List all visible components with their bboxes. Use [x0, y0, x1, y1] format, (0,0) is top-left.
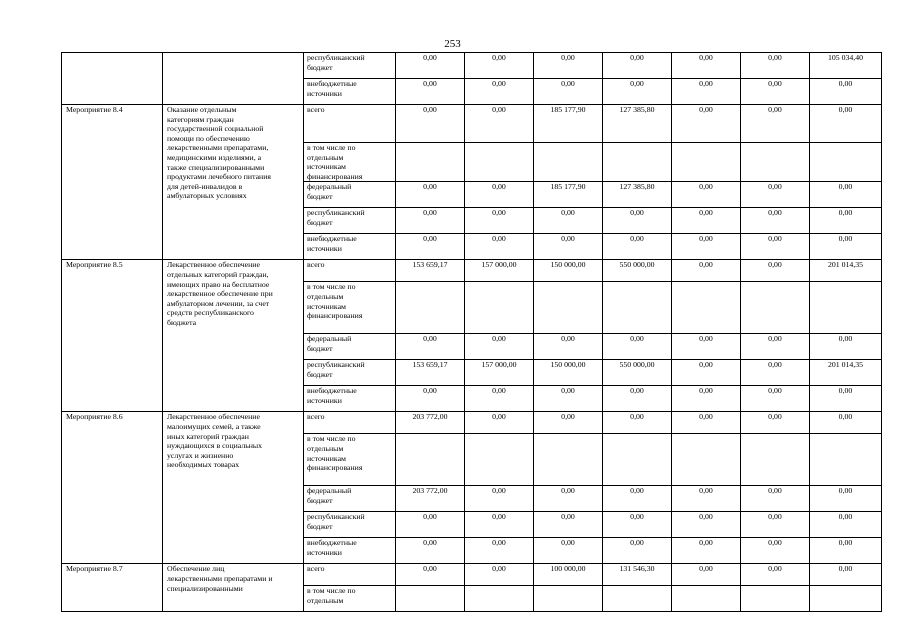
amount-cell: 0,00 [672, 234, 741, 260]
funding-source-cell: в том числе по отдельным источникам финансирования [304, 143, 396, 182]
amount-cell [741, 143, 810, 182]
amount-cell: 0,00 [672, 564, 741, 586]
amount-cell [534, 143, 603, 182]
measure-name-cell: Мероприятие 8.7 [62, 564, 163, 612]
amount-cell: 0,00 [465, 79, 534, 105]
amount-cell: 0,00 [396, 564, 465, 586]
amount-cell: 0,00 [534, 234, 603, 260]
amount-cell: 0,00 [810, 334, 882, 360]
amount-cell: 0,00 [603, 538, 672, 564]
amount-cell: 153 659,17 [396, 260, 465, 282]
amount-cell: 0,00 [741, 334, 810, 360]
amount-cell [672, 143, 741, 182]
amount-cell [534, 586, 603, 612]
funding-source-cell: внебюджетные источники [304, 234, 396, 260]
amount-cell: 0,00 [465, 412, 534, 434]
amount-cell [603, 434, 672, 486]
measure-description-cell [163, 53, 304, 105]
amount-cell [396, 586, 465, 612]
amount-cell [603, 586, 672, 612]
amount-cell: 0,00 [810, 208, 882, 234]
funding-source-cell: внебюджетные источники [304, 79, 396, 105]
funding-source-cell: республиканский бюджет [304, 53, 396, 79]
amount-cell: 0,00 [810, 386, 882, 412]
amount-cell: 0,00 [465, 208, 534, 234]
amount-cell: 185 177,90 [534, 105, 603, 143]
amount-cell [810, 143, 882, 182]
amount-cell: 0,00 [810, 105, 882, 143]
amount-cell: 0,00 [465, 538, 534, 564]
amount-cell: 0,00 [810, 564, 882, 586]
amount-cell: 203 772,00 [396, 486, 465, 512]
amount-cell: 0,00 [672, 334, 741, 360]
amount-cell: 0,00 [534, 538, 603, 564]
funding-source-cell: федеральный бюджет [304, 334, 396, 360]
amount-cell: 0,00 [741, 564, 810, 586]
amount-cell: 550 000,00 [603, 260, 672, 282]
amount-cell: 0,00 [396, 334, 465, 360]
amount-cell: 0,00 [534, 412, 603, 434]
amount-cell: 150 000,00 [534, 260, 603, 282]
amount-cell: 0,00 [741, 412, 810, 434]
amount-cell: 0,00 [672, 260, 741, 282]
funding-source-cell: внебюджетные источники [304, 538, 396, 564]
amount-cell: 0,00 [810, 412, 882, 434]
funding-source-cell: в том числе по отдельным источникам финансирования [304, 282, 396, 334]
amount-cell: 0,00 [672, 538, 741, 564]
amount-cell: 203 772,00 [396, 412, 465, 434]
amount-cell [603, 143, 672, 182]
amount-cell [672, 282, 741, 334]
page-number: 253 [444, 38, 461, 50]
amount-cell: 150 000,00 [534, 360, 603, 386]
table-row [62, 53, 882, 79]
funding-source-cell: всего [304, 412, 396, 434]
amount-cell: 0,00 [396, 182, 465, 208]
amount-cell: 0,00 [603, 53, 672, 79]
measure-name-cell: Мероприятие 8.4 [62, 105, 163, 260]
amount-cell [810, 434, 882, 486]
amount-cell: 0,00 [534, 79, 603, 105]
amount-cell [603, 282, 672, 334]
amount-cell: 0,00 [534, 386, 603, 412]
amount-cell [534, 434, 603, 486]
amount-cell: 0,00 [672, 79, 741, 105]
amount-cell: 0,00 [672, 208, 741, 234]
amount-cell [810, 586, 882, 612]
amount-cell: 0,00 [396, 512, 465, 538]
amount-cell: 0,00 [396, 79, 465, 105]
amount-cell: 201 014,35 [810, 260, 882, 282]
amount-cell: 0,00 [810, 79, 882, 105]
funding-source-cell: всего [304, 564, 396, 586]
amount-cell: 0,00 [396, 538, 465, 564]
amount-cell: 0,00 [741, 208, 810, 234]
amount-cell: 0,00 [672, 512, 741, 538]
funding-source-cell: внебюджетные источники [304, 386, 396, 412]
amount-cell: 0,00 [465, 486, 534, 512]
amount-cell: 550 000,00 [603, 360, 672, 386]
measure-description-cell: Лекарственное обеспечение отдельных категорий граждан, имеющих право на бесплатное лекарственное обеспечение при амбулаторном лечении, за счет средств республиканского бюджета [163, 260, 304, 412]
amount-cell [465, 434, 534, 486]
amount-cell: 0,00 [672, 53, 741, 79]
amount-cell: 100 000,00 [534, 564, 603, 586]
amount-cell: 0,00 [396, 234, 465, 260]
amount-cell: 0,00 [741, 512, 810, 538]
amount-cell: 131 546,30 [603, 564, 672, 586]
amount-cell: 0,00 [534, 486, 603, 512]
funding-source-cell: федеральный бюджет [304, 182, 396, 208]
amount-cell: 0,00 [465, 234, 534, 260]
amount-cell: 0,00 [672, 360, 741, 386]
amount-cell: 127 385,80 [603, 182, 672, 208]
amount-cell [465, 282, 534, 334]
amount-cell: 127 385,80 [603, 105, 672, 143]
amount-cell [396, 282, 465, 334]
measure-name-cell: Мероприятие 8.6 [62, 412, 163, 564]
amount-cell: 0,00 [741, 538, 810, 564]
amount-cell: 0,00 [810, 486, 882, 512]
amount-cell: 185 177,90 [534, 182, 603, 208]
amount-cell: 0,00 [672, 386, 741, 412]
amount-cell: 0,00 [534, 208, 603, 234]
amount-cell: 0,00 [741, 486, 810, 512]
measure-description-cell: Обеспечение лиц лекарственными препаратами и специализированными [163, 564, 304, 612]
funding-source-cell: федеральный бюджет [304, 486, 396, 512]
amount-cell: 0,00 [534, 53, 603, 79]
amount-cell: 157 000,00 [465, 260, 534, 282]
amount-cell: 0,00 [741, 234, 810, 260]
amount-cell: 0,00 [741, 105, 810, 143]
amount-cell: 0,00 [534, 512, 603, 538]
amount-cell [396, 434, 465, 486]
amount-cell: 0,00 [741, 360, 810, 386]
amount-cell [672, 434, 741, 486]
amount-cell [465, 143, 534, 182]
amount-cell: 0,00 [603, 512, 672, 538]
funding-source-cell: всего [304, 260, 396, 282]
funding-source-cell: республиканский бюджет [304, 360, 396, 386]
amount-cell: 0,00 [672, 182, 741, 208]
amount-cell: 0,00 [672, 105, 741, 143]
amount-cell: 0,00 [465, 53, 534, 79]
budget-table-body [62, 53, 882, 612]
table-row [62, 260, 882, 282]
amount-cell: 0,00 [603, 79, 672, 105]
amount-cell: 0,00 [603, 334, 672, 360]
amount-cell: 0,00 [603, 412, 672, 434]
funding-source-cell: всего [304, 105, 396, 143]
amount-cell: 0,00 [810, 182, 882, 208]
amount-cell: 0,00 [465, 564, 534, 586]
amount-cell: 0,00 [396, 105, 465, 143]
amount-cell [741, 282, 810, 334]
amount-cell: 0,00 [603, 386, 672, 412]
measure-description-cell: Лекарственное обеспечение малоимущих семей, а также иных категорий граждан нуждающихся в социальных услугах и жизненно необходимых товарах [163, 412, 304, 564]
amount-cell [465, 586, 534, 612]
amount-cell: 0,00 [741, 260, 810, 282]
amount-cell [741, 586, 810, 612]
amount-cell: 157 000,00 [465, 360, 534, 386]
amount-cell: 153 659,17 [396, 360, 465, 386]
amount-cell [534, 282, 603, 334]
funding-source-cell: в том числе по отдельным [304, 586, 396, 612]
budget-table [61, 52, 882, 612]
amount-cell: 0,00 [741, 182, 810, 208]
amount-cell [741, 434, 810, 486]
amount-cell: 201 014,35 [810, 360, 882, 386]
amount-cell: 0,00 [603, 486, 672, 512]
amount-cell: 0,00 [465, 334, 534, 360]
amount-cell: 0,00 [810, 512, 882, 538]
amount-cell: 0,00 [465, 512, 534, 538]
amount-cell: 0,00 [396, 208, 465, 234]
table-row [62, 564, 882, 586]
funding-source-cell: в том числе по отдельным источникам финансирования [304, 434, 396, 486]
measure-name-cell [62, 53, 163, 105]
amount-cell: 0,00 [603, 208, 672, 234]
amount-cell: 0,00 [672, 412, 741, 434]
funding-source-cell: республиканский бюджет [304, 512, 396, 538]
funding-source-cell: республиканский бюджет [304, 208, 396, 234]
measure-name-cell: Мероприятие 8.5 [62, 260, 163, 412]
amount-cell: 0,00 [396, 53, 465, 79]
amount-cell: 0,00 [465, 386, 534, 412]
amount-cell: 0,00 [741, 79, 810, 105]
amount-cell: 0,00 [396, 386, 465, 412]
amount-cell: 0,00 [741, 386, 810, 412]
amount-cell: 0,00 [603, 234, 672, 260]
amount-cell: 105 034,40 [810, 53, 882, 79]
amount-cell [810, 282, 882, 334]
amount-cell: 0,00 [672, 486, 741, 512]
amount-cell: 0,00 [465, 105, 534, 143]
amount-cell: 0,00 [741, 53, 810, 79]
amount-cell: 0,00 [810, 234, 882, 260]
table-row [62, 412, 882, 434]
amount-cell: 0,00 [810, 538, 882, 564]
measure-description-cell: Оказание отдельным категориям граждан государственной социальной помощи по обеспечению лекарственными препаратами, медицинскими изделиями, а также специализированными продуктами лечебного питания для детей-инвалидов в амбулаторных условиях [163, 105, 304, 260]
amount-cell [672, 586, 741, 612]
amount-cell: 0,00 [534, 334, 603, 360]
table-row [62, 105, 882, 143]
amount-cell [396, 143, 465, 182]
amount-cell: 0,00 [465, 182, 534, 208]
